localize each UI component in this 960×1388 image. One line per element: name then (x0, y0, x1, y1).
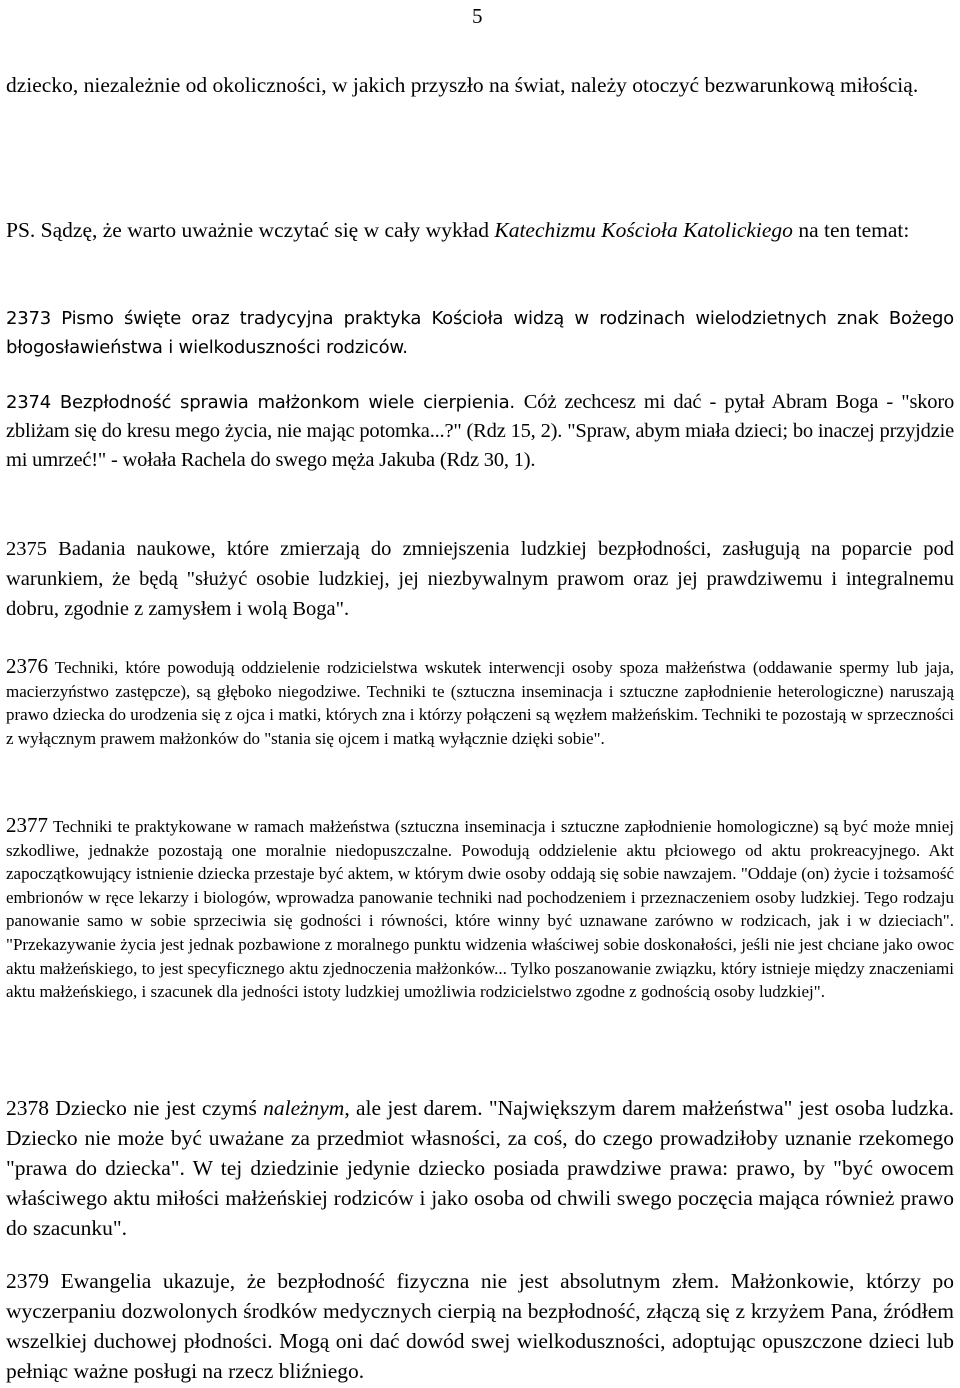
ps-text-before: PS. Sądzę, że warto uważnie wczytać się w cały wykład (6, 218, 495, 242)
p2374-part2: Cóż zechcesz mi dać - pytał Abram Boga - "skoro zbliżam się do kresu mego życia, nie mając potomka...?" (6, 391, 954, 442)
p2375-text: Badania naukowe, które zmierzają do zmniejszenia ludzkiej bezpłodności, zasługują na poparcie pod warunkiem, że będą "służyć osobie ludzkiej, jej niezbywalnym prawom oraz jej prawdziwemu i integralnemu dobru, zgodnie z zamysłem i wolą Boga". (6, 538, 954, 620)
p2377-text: Techniki te praktykowane w ramach małżeństwa (sztuczna inseminacja i sztuczne zapłodnienie homologiczne) są być może mniej szkodliwe, jednakże pozostają one moralnie niedopuszczalne. Powodują oddzielenie aktu płciowego od aktu prokreacyjnego. Akt zapoczątkowujący istnienie dziecka przestaje być aktem, w którym dwie osoby oddają się sobie nawzajem. "Oddaje (on) życie i tożsamość embrionów w ręce lekarzy i biologów, wprowadza panowanie techniki nad pochodzeniem i przeznaczeniem osoby ludzkiej. Tego rodzaju panowanie samo w sobie sprzeciwia się godności i równości, które winny być uznawane zarówno w rodzicach, jak i w dzieciach". "Przekazywanie życia jest jednak pozbawione z moralnego punktu widzenia właściwej sobie doskonałości, jeśli nie jest chciane jako owoc aktu małżeńskiego, to jest specyficznego aktu zjednoczenia małżonków... Tylko poszanowanie związku, który istnieje między znaczeniami aktu małżeńskiego, i szacunek dla jedności istoty ludzkiej umożliwia rodzicielstwo zgodne z godnością osoby ludzkiej". (6, 817, 954, 1002)
p2374-part5: - wołała Rachela do swego męża Jakuba (Rdz 30, 1). (111, 449, 536, 471)
paragraph-2378 (6, 1093, 954, 1243)
paragraph-2373: 2373 Pismo święte oraz tradycyjna praktyka Kościoła widzą w rodzinach wielodzietnych znak Bożego błogosławieństwa i wielkoduszności rodziców. (6, 308, 954, 358)
ps-paragraph (6, 215, 954, 245)
intro-paragraph: dziecko, niezależnie od okoliczności, w jakich przyszło na świat, należy otoczyć bezwarunkową miłością. (6, 73, 919, 97)
ps-text-after: na ten temat: (792, 218, 910, 242)
p2378-italic: należnym (263, 1096, 345, 1120)
p2378-text-after: , ale jest darem. "Największym darem małżeństwa" jest osoba ludzka. Dziecko nie może być uważane za przedmiot własności, za coś, do czego prowadziłoby uznanie rzekomego "prawa do dziecka". W tej dziedzinie jedynie dziecko posiada prawdziwe prawa: prawo, by "być owocem właściwego aktu miłości małżeńskiej rodziców i jako osoba od chwili swego poczęcia mająca również prawo do szacunku". (6, 1096, 954, 1240)
p2376-text: Techniki, które powodują oddzielenie rodzicielstwa wskutek interwencji osoby spoza małżeństwa (oddawanie spermy lub jaja, macierzyństwo zastępcze), są głęboko niegodziwe. Techniki te (sztuczna inseminacja i sztuczne zapłodnienie heterologiczne) naruszają prawo dziecka do urodzenia się z ojca i matki, których zna i którzy połączeni są węzłem małżeńskim. Techniki te pozostają w sprzeczności z wyłącznym prawem małżonków do "stania się ojcem i matką wyłącznie dzięki sobie". (6, 658, 954, 748)
p2378-text-before: 2378 Dziecko nie jest czymś (6, 1096, 264, 1120)
paragraph-2377 (6, 814, 954, 1004)
paragraph-2375 (6, 534, 954, 624)
p2375-number: 2375 (6, 538, 47, 560)
paragraph-2374 (6, 388, 954, 475)
paragraph-2379: 2379 Ewangelia ukazuje, że bezpłodność fizyczna nie jest absolutnym złem. Małżonkowie, którzy po wyczerpaniu dozwolonych środków medycznych cierpią na bezpłodność, złączą się z krzyżem Pana, źródłem wszelkiej duchowej płodności. Mogą oni dać dowód swej wielkoduszności, adoptując opuszczone dzieci lub pełniąc ważne posługi na rzecz bliźniego. (6, 1269, 954, 1383)
p2374-part4: "Spraw, abym miała dzieci; bo inaczej przyjdzie mi umrzeć!" (6, 420, 954, 471)
page-number: 5 (472, 4, 483, 28)
p2374-part3: (Rdz 15, 2). (466, 420, 568, 442)
p2377-number: 2377 (6, 813, 48, 837)
paragraph-2376 (6, 655, 954, 750)
p2376-number: 2376 (6, 654, 48, 678)
p2374-part1: 2374 Bezpłodność sprawia małżonkom wiele cierpienia. (6, 392, 524, 413)
catechism-title: Katechizmu Kościoła Katolickiego (494, 218, 793, 242)
